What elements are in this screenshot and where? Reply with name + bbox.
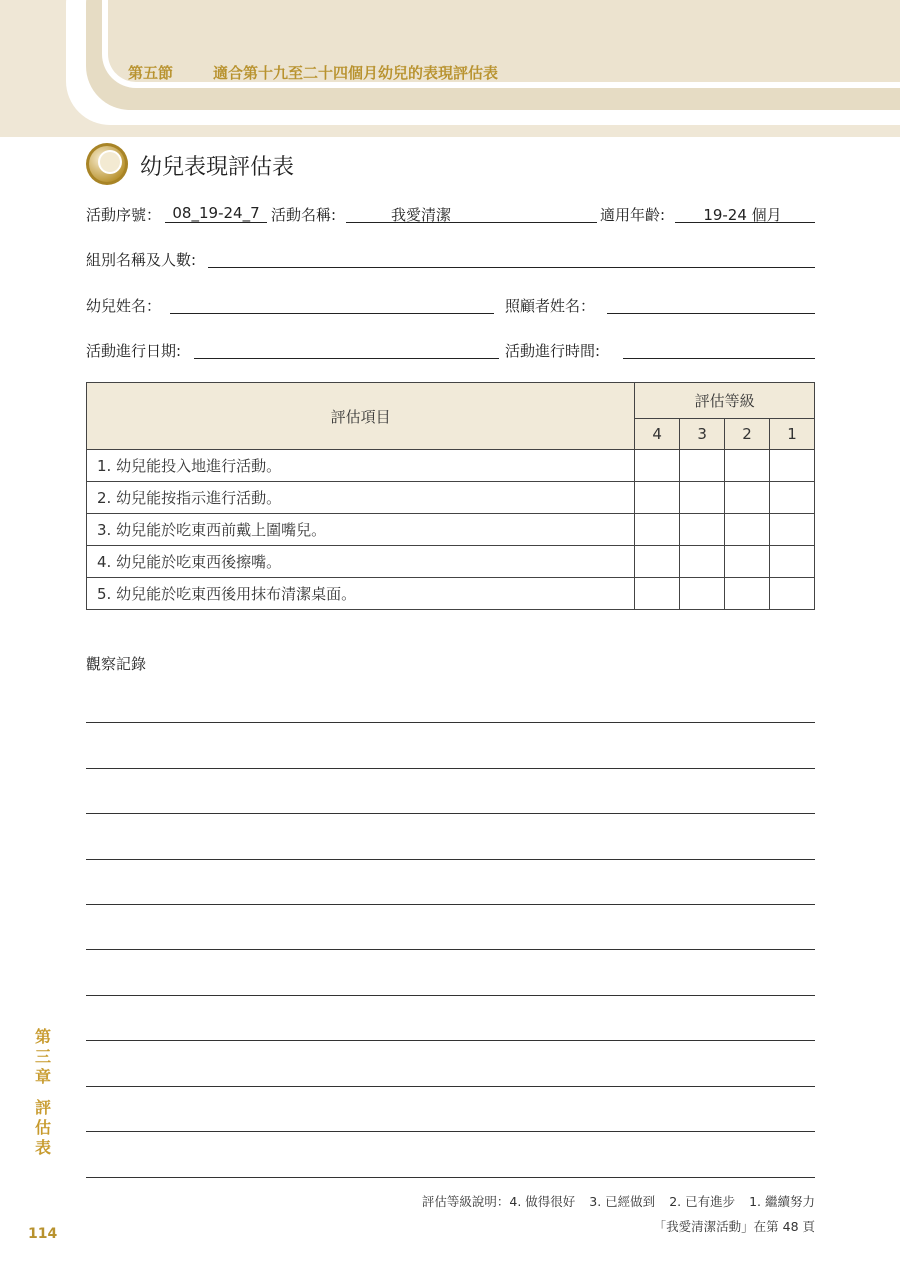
item-text: 1. 幼兒能投入地進行活動。 <box>87 450 635 482</box>
grade-header: 評估等級 <box>635 383 815 419</box>
title-emblem-icon <box>85 142 129 186</box>
grade-cell[interactable] <box>635 450 680 482</box>
grade-cell[interactable] <box>680 450 725 482</box>
header-section: 第五節 <box>128 64 174 82</box>
age-value: 19-24 個月 <box>703 206 782 224</box>
grade-cell[interactable] <box>680 514 725 546</box>
grade-cell[interactable] <box>635 578 680 610</box>
table-row <box>87 578 815 610</box>
observation-line <box>86 859 815 860</box>
grade-cell[interactable] <box>680 482 725 514</box>
activity-reference: 「我愛清潔活動」在第 48 頁 <box>653 1219 815 1234</box>
grade-legend <box>422 1192 815 1210</box>
grade-cell[interactable] <box>635 514 680 546</box>
group-line <box>208 267 815 268</box>
grade-cell[interactable] <box>725 482 770 514</box>
grade-legend-item: 4. 做得很好 <box>509 1194 576 1209</box>
age-label: 適用年齡: <box>600 206 666 224</box>
grade-legend-item: 2. 已有進步 <box>669 1194 736 1209</box>
activity-no-value: 08_19-24_7 <box>172 204 260 222</box>
evaluation-table <box>86 382 815 610</box>
page-number: 114 <box>28 1226 58 1242</box>
grade-cell[interactable] <box>725 450 770 482</box>
time-label: 活動進行時間: <box>505 342 601 360</box>
observation-line <box>86 722 815 723</box>
table-row <box>87 450 815 482</box>
observation-line <box>86 995 815 996</box>
grade-cell[interactable] <box>770 482 815 514</box>
side-chapter-char: 三 <box>34 1047 51 1066</box>
date-label: 活動進行日期: <box>86 342 182 360</box>
table-row <box>87 482 815 514</box>
grade-cell[interactable] <box>725 514 770 546</box>
observation-line <box>86 1040 815 1041</box>
grade-cell[interactable] <box>680 578 725 610</box>
date-line <box>194 358 499 359</box>
carer-name-line <box>607 313 815 314</box>
item-text: 4. 幼兒能於吃東西後擦嘴。 <box>87 546 635 578</box>
item-header: 評估項目 <box>87 383 635 450</box>
level-header: 3 <box>680 419 725 450</box>
activity-name-label: 活動名稱: <box>271 206 337 224</box>
item-text: 2. 幼兒能按指示進行活動。 <box>87 482 635 514</box>
grade-cell[interactable] <box>725 546 770 578</box>
side-chapter-char: 章 <box>34 1067 51 1086</box>
activity-no-line <box>165 222 267 223</box>
header-title: 適合第十九至二十四個月幼兒的表現評估表 <box>213 64 499 82</box>
side-topic-char: 估 <box>34 1118 51 1137</box>
child-name-line <box>170 313 494 314</box>
grade-legend-item: 3. 已經做到 <box>589 1194 656 1209</box>
level-header: 4 <box>635 419 680 450</box>
carer-name-label: 照顧者姓名： <box>505 297 596 315</box>
grade-cell[interactable] <box>680 546 725 578</box>
side-topic-char: 表 <box>34 1138 51 1157</box>
side-chapter-char: 第 <box>34 1027 51 1046</box>
observation-line <box>86 949 815 950</box>
grade-cell[interactable] <box>635 546 680 578</box>
page-title: 幼兒表現評估表 <box>140 155 295 180</box>
observation-line <box>86 904 815 905</box>
grade-cell[interactable] <box>770 450 815 482</box>
grade-legend-label: 評估等級說明： <box>421 1194 510 1209</box>
grade-cell[interactable] <box>770 514 815 546</box>
observation-line <box>86 1177 815 1178</box>
grade-cell[interactable] <box>725 578 770 610</box>
grade-cell[interactable] <box>635 482 680 514</box>
time-line <box>623 358 815 359</box>
activity-no-label: 活動序號： <box>86 206 162 224</box>
observation-line <box>86 768 815 769</box>
observation-line <box>86 1131 815 1132</box>
observation-line <box>86 1086 815 1087</box>
level-header: 2 <box>725 419 770 450</box>
item-text: 5. 幼兒能於吃東西後用抹布清潔桌面。 <box>87 578 635 610</box>
grade-cell[interactable] <box>770 546 815 578</box>
side-topic-char: 評 <box>34 1098 51 1117</box>
group-label: 組別名稱及人數: <box>86 251 197 269</box>
activity-name-value: 我愛清潔 <box>390 206 451 224</box>
level-header: 1 <box>770 419 815 450</box>
item-text: 3. 幼兒能於吃東西前戴上圍嘴兒。 <box>87 514 635 546</box>
child-name-label: 幼兒姓名： <box>86 297 162 315</box>
observation-line <box>86 813 815 814</box>
grade-cell[interactable] <box>770 578 815 610</box>
table-row <box>87 546 815 578</box>
grade-legend-item: 1. 繼續努力 <box>749 1194 815 1209</box>
observation-label: 觀察記錄 <box>86 655 147 673</box>
table-row <box>87 514 815 546</box>
